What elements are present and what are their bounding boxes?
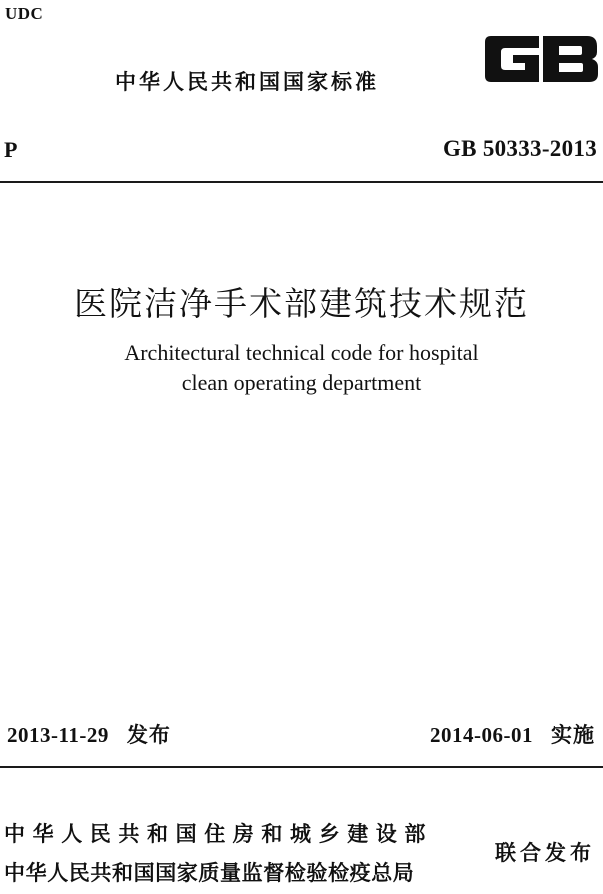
bottom-divider: [0, 766, 603, 768]
title-chinese: 医院洁净手术部建筑技术规范: [74, 284, 529, 323]
implementation-date-block: [430, 719, 595, 749]
issuer-ministry-housing: 中华人民共和国住房和城乡建设部: [4, 822, 433, 846]
issuer-aqsiq: 中华人民共和国国家质量监督检验检疫总局: [4, 861, 415, 885]
issue-date-block: [7, 719, 171, 749]
issue-date: 2013-11-29: [7, 723, 109, 747]
national-standard-heading: 中华人民共和国国家标准: [115, 70, 379, 94]
issue-label: 发布: [126, 723, 171, 747]
implementation-date: 2014-06-01: [430, 723, 533, 747]
joint-issue-label: 联合发布: [495, 841, 595, 865]
standard-number: GB 50333-2013: [442, 136, 597, 161]
title-english-line-2: clean operating department: [181, 370, 422, 395]
title-english-line-1: Architectural technical code for hospital: [124, 340, 479, 365]
top-divider: [0, 181, 603, 183]
classification-code: P: [4, 137, 18, 162]
title-english: [0, 338, 603, 398]
implementation-label: 实施: [551, 723, 595, 747]
gb-logo: [483, 30, 601, 88]
udc-label: UDC: [5, 4, 44, 23]
